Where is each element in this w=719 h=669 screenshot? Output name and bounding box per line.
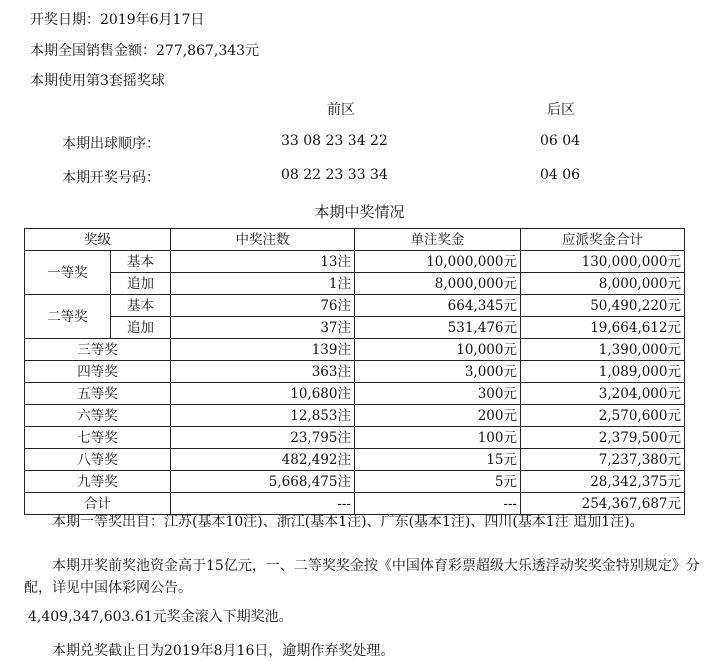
total-prize: 1,390,000元: [521, 339, 685, 361]
tier-name: 四等奖: [25, 361, 171, 383]
tier-name: 九等奖: [25, 471, 171, 493]
total-prize: 7,237,380元: [521, 449, 685, 471]
table-row: [25, 427, 685, 449]
table-row: [25, 317, 685, 339]
header-total: 应派奖金合计: [521, 229, 685, 251]
unit-prize: 200元: [355, 405, 521, 427]
winning-number-front: 08 22 23 33 34: [281, 167, 388, 183]
table-row: [25, 449, 685, 471]
tier-sub: 追加: [111, 317, 171, 339]
unit-prize: 664,345元: [355, 295, 521, 317]
total-prize: 28,342,375元: [521, 471, 685, 493]
unit-prize: 15元: [355, 449, 521, 471]
table-row: [25, 295, 685, 317]
total-prize: 50,490,220元: [521, 295, 685, 317]
back-zone-label: 后区: [547, 102, 575, 118]
header-tier: 奖级: [25, 229, 171, 251]
tier-name: 一等奖: [25, 251, 111, 295]
win-count: 139注: [171, 339, 355, 361]
tier-sub: 基本: [111, 251, 171, 273]
table-row: [25, 273, 685, 295]
total-prize: 130,000,000元: [521, 251, 685, 273]
prize-table: [24, 228, 685, 515]
draw-order-back: 06 04: [540, 133, 581, 149]
unit-prize: 300元: [355, 383, 521, 405]
win-count: 10,680注: [171, 383, 355, 405]
win-count: 5,668,475注: [171, 471, 355, 493]
first-prize-origin: 本期一等奖出自：江苏(基本10注)、浙江(基本1注)、广东(基本1注)、四川(基本1注 追加1注)。: [52, 514, 644, 530]
unit-prize: 3,000元: [355, 361, 521, 383]
draw-order-label: 本期出球顺序：: [62, 136, 160, 152]
win-count: 12,853注: [171, 405, 355, 427]
ball-set: 本期使用第3套摇奖球: [30, 73, 165, 89]
table-header-row: [25, 229, 685, 251]
header-count: 中奖注数: [171, 229, 355, 251]
draw-order-front: 33 08 23 34 22: [281, 133, 388, 149]
total-prize: 3,204,000元: [521, 383, 685, 405]
total-prize: 2,379,500元: [521, 427, 685, 449]
rollover-note: 4,409,347,603.61元奖金滚入下期奖池。: [28, 609, 293, 625]
tier-sub: 追加: [111, 273, 171, 295]
total-prize: 8,000,000元: [521, 273, 685, 295]
win-count: 37注: [171, 317, 355, 339]
table-row: [25, 405, 685, 427]
tier-name: 八等奖: [25, 449, 171, 471]
winning-number-label: 本期开奖号码：: [62, 170, 160, 186]
sum-label: 合计: [25, 493, 171, 515]
pool-note: 本期开奖前奖池资金高于15亿元，一、二等奖奖金按《中国体育彩票超级大乐透浮动奖奖金特别规定》分配，详见中国体彩网公告。: [24, 558, 700, 596]
win-count: 1注: [171, 273, 355, 295]
tier-sub: 基本: [111, 295, 171, 317]
prize-table-title: 本期中奖情况: [314, 203, 405, 221]
unit-prize: 5元: [355, 471, 521, 493]
unit-prize: 531,476元: [355, 317, 521, 339]
sum-count: ---: [171, 493, 355, 515]
unit-prize: 8,000,000元: [355, 273, 521, 295]
tier-name: 二等奖: [25, 295, 111, 339]
draw-date: 开奖日期：2019年6月17日: [30, 12, 205, 28]
unit-prize: 100元: [355, 427, 521, 449]
total-prize: 1,089,000元: [521, 361, 685, 383]
total-prize: 2,570,600元: [521, 405, 685, 427]
unit-prize: 10,000元: [355, 339, 521, 361]
front-zone-label: 前区: [327, 102, 355, 118]
header-prize: 单注奖金: [355, 229, 521, 251]
win-count: 23,795注: [171, 427, 355, 449]
win-count: 363注: [171, 361, 355, 383]
sales-amount: 本期全国销售金额：277,867,343元: [30, 43, 260, 59]
table-row: [25, 383, 685, 405]
deadline-note: 本期兑奖截止日为2019年8月16日，逾期作弃奖处理。: [52, 643, 395, 659]
table-row: [25, 251, 685, 273]
table-row: [25, 361, 685, 383]
table-row: [25, 339, 685, 361]
table-row: [25, 471, 685, 493]
sum-total: 254,367,687元: [521, 493, 685, 515]
total-prize: 19,664,612元: [521, 317, 685, 339]
tier-name: 七等奖: [25, 427, 171, 449]
win-count: 13注: [171, 251, 355, 273]
unit-prize: 10,000,000元: [355, 251, 521, 273]
tier-name: 六等奖: [25, 405, 171, 427]
tier-name: 五等奖: [25, 383, 171, 405]
sum-prize: ---: [355, 493, 521, 515]
win-count: 76注: [171, 295, 355, 317]
win-count: 482,492注: [171, 449, 355, 471]
tier-name: 三等奖: [25, 339, 171, 361]
winning-number-back: 04 06: [540, 167, 581, 183]
